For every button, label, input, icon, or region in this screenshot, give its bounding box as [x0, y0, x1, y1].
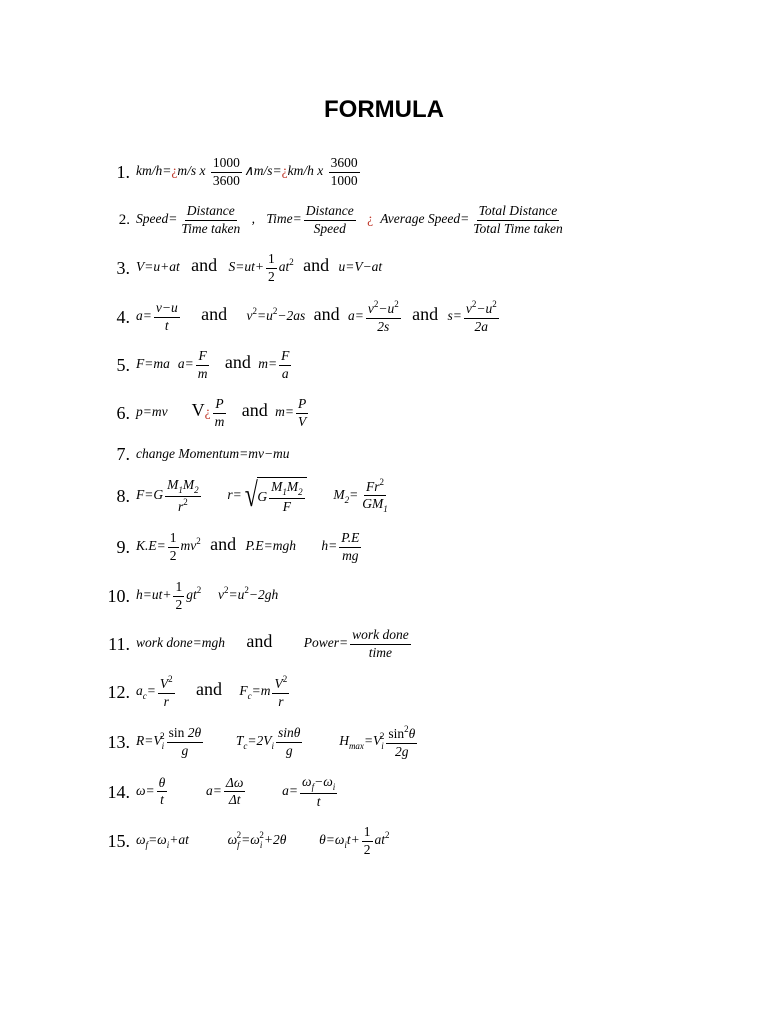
formula-number: 9.: [116, 536, 130, 557]
formula-number: 6.: [116, 402, 130, 423]
formula-row-15: [100, 819, 390, 863]
force-equations: F=ma a= $\frac{F}{m}$ and m= $\frac{F}{a}$: [136, 348, 290, 381]
centripetal-equations: $a_c=$ $\frac{V^2}{r}$ and $F_c=m$ $\frac{V^2}{r}$: [136, 674, 288, 709]
formula-row-11: [100, 622, 413, 666]
formula-row-4: [100, 295, 501, 339]
formula-row-12: [100, 670, 291, 714]
free-fall-equations: h=ut+ $\frac{1}{2}$ $gt^2$ $v^2=u^2-2gh$: [136, 579, 279, 612]
formula-row-7: [100, 432, 290, 476]
formula-number: 15.: [107, 830, 130, 851]
formula-row-3: [100, 246, 382, 290]
formula-number: 11.: [108, 633, 130, 654]
momentum-equations: p=mv V¿ $\frac{P}{m}$ and m= $\frac{P}{V}$: [136, 396, 307, 429]
gravitation-equations: F=G $\frac{M_1M_2}{r^2}$ r= √ G $M_1M_2$ F $M_2=$ $\frac{Fr^2}{GM_1}$: [136, 476, 388, 515]
formula-row-14: [100, 770, 339, 814]
unit-conversion-formula: km/h=¿m/s x $\frac{1000}{3600}$ ∧m/s=¿km/h x $\frac{3600}{1000}$: [136, 155, 358, 188]
formula-number: 8.: [116, 485, 130, 506]
formula-row-5: [100, 343, 293, 387]
formula-number: 13.: [107, 731, 130, 752]
formula-row-1: [100, 150, 362, 194]
motion-equations: V=u+at and S=ut+ $\frac{1}{2}$ $at^2$ and u=V−at: [136, 251, 383, 284]
formula-row-13: [100, 720, 419, 764]
projectile-equations: $R=V_i^2$ $\frac{\sin 2\theta}{g}$ $T_c=2V_i$ $\frac{\sin\theta}{g}$ $H_{max}=V_i^2$ $\frac{\sin^2\theta}{2g}$: [136, 724, 416, 759]
formula-number: 14.: [107, 781, 130, 802]
angular-kinematics-equations: $\omega_f=\omega_i+at$ $\omega_f^2=\omega_i^2+2\theta$ $\theta=\omega_it+$ $\frac{1}{2}$ $at^2$: [136, 824, 390, 857]
formula-row-10: [100, 574, 278, 618]
energy-equations: K.E= $\frac{1}{2}$ $mv^2$ and P.E=mgh h= $\frac{P.E}{mg}$: [136, 530, 360, 563]
work-power-equations: work done=mgh and Power= work done time: [136, 627, 409, 660]
change-momentum-equation: change Momentum=mv−mu: [136, 446, 290, 461]
formula-row-9: [100, 525, 363, 569]
speed-formula: Speed= Distance Time taken , Time= Distance Speed ¿ Average Speed= Total Distance Total Time taken: [136, 203, 563, 236]
page-title: FORMULA: [324, 96, 444, 123]
angular-motion-equations: ω= $\frac{\theta}{t}$ a= $\frac{\Delta\omega}{\Delta t}$ a= $\frac{\omega_f-\omega_i}{t}$: [136, 774, 336, 809]
formula-number: 7.: [116, 443, 130, 464]
formula-number: 1.: [116, 161, 130, 182]
formula-row-8: [100, 474, 392, 518]
formula-number: 3.: [116, 257, 130, 278]
formula-number: 12.: [107, 681, 130, 702]
formula-number: 2.: [118, 211, 130, 228]
acceleration-equations: a= $\frac{v-u}{t}$ and $v^2=u^2-2as$ and a= $\frac{v^2-u^2}{2s}$ and s= $\frac{v^2-u^2}{2a}$: [136, 299, 497, 334]
formula-row-2: [100, 198, 567, 242]
formula-number: 4.: [116, 306, 130, 327]
formula-number: 5.: [116, 354, 130, 375]
formula-row-6: [100, 391, 310, 435]
formula-number: 10.: [107, 585, 130, 606]
